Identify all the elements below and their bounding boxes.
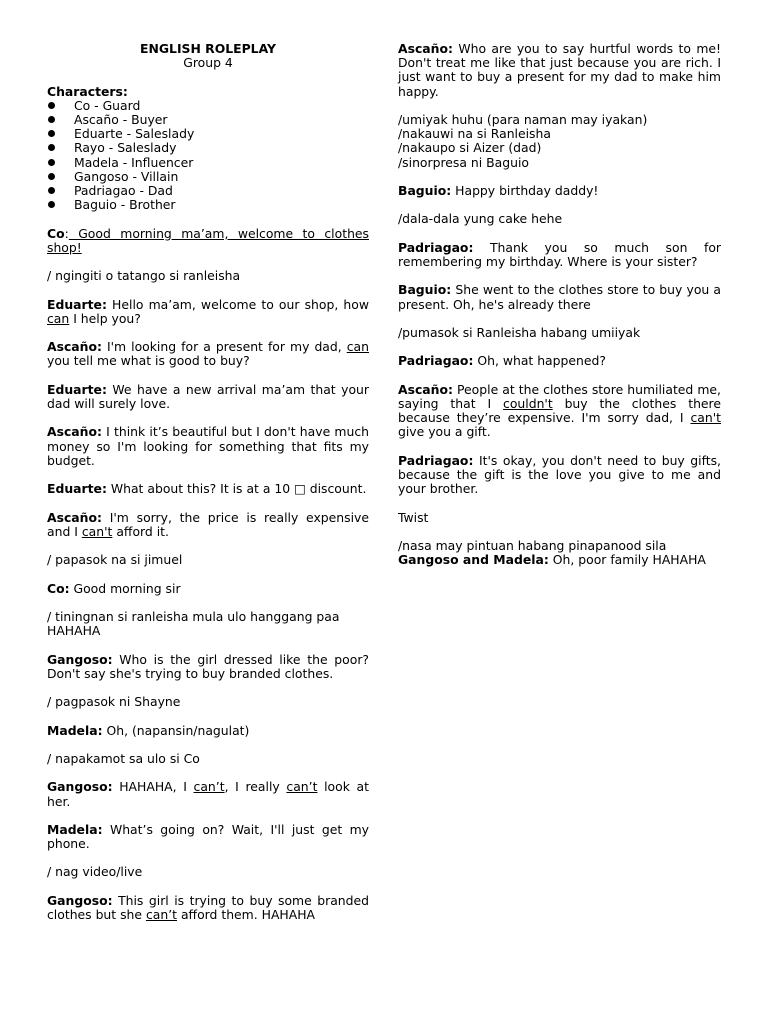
stage-direction-line: /nakauwi na si Ranleisha [398,126,551,142]
dialogue-line [47,653,369,681]
speaker-name: Gangoso: [47,651,113,667]
dialogue-line [398,283,721,311]
dialogue-text: What’s going on? Wait, I'll just get my phone. [47,821,369,852]
speaker-name: Baguio: [398,183,452,198]
dialogue-text: We have a new arrival ma’am that your dad will surely love. [47,381,369,411]
dialogue-text: Good morning sir [69,580,181,596]
dialogue-text: give you a gift. [398,424,491,440]
underlined-word: can’t [286,779,318,795]
speaker-name: Ascaño: [398,381,453,397]
speaker-name: Madela: [47,722,103,738]
dialogue-line [398,42,721,99]
character-item: Padriagao - Dad [47,184,369,198]
stage-direction: / nag video/live [47,864,143,880]
speaker-name: Padriagao: [398,452,474,468]
left-column [47,42,369,922]
character-item: Baguio - Brother [47,198,369,212]
stage-direction: Twist [398,509,429,525]
speaker-name: Co: [47,580,70,596]
script-right [398,42,721,567]
dialogue-text: Oh, (napansin/nagulat) [102,722,250,738]
stage-direction [398,113,721,170]
dialogue-line [47,340,369,368]
dialogue-line [47,383,369,411]
dialogue-text: Who are you to say hurtful words to me! Don't treat me like that just because you are rich. I just want to buy a present for my dad to make him happy. [398,41,721,99]
underlined-word: can't [690,410,721,426]
speaker-name: Eduarte: [47,381,107,397]
speaker-name: Padriagao: [398,353,474,369]
stage-direction: / ngingiti o tatango si ranleisha [47,268,241,284]
script-left [47,227,369,923]
underlined-word: can’t [193,779,225,795]
underlined-word: couldn't [503,395,553,411]
stage-direction: / papasok na si jimuel [47,552,183,568]
character-item: Gangoso - Villain [47,170,369,184]
dialogue-line [47,425,369,468]
dialogue-line [398,184,721,198]
dialogue-line [398,383,721,440]
dialogue-line [47,227,369,255]
dialogue-text: I'm sorry, the price is really expensive and I [47,509,369,539]
characters-list [47,99,369,213]
dialogue-text: Oh, what happened? [473,353,606,369]
dialogue-text: I'm looking for a present for my dad, [101,339,347,355]
group-label: Group 4 [183,55,233,71]
dialogue-text: This girl is trying to buy some branded clothes but she [47,892,369,923]
underlined-word: Good morning ma’am, welcome to clothes shop! [47,225,369,255]
dialogue-text: I think it’s beautiful but I don't have much money so I'm looking for something that fits my budget. [47,424,369,468]
dialogue-line [47,780,369,808]
character-item: Ascaño - Buyer [47,113,369,127]
speaker-name: Gangoso and Madela: [398,552,549,568]
dialogue-text: HAHAHA, I [112,779,194,795]
dialogue-line [47,582,369,596]
dialogue-line [398,241,721,269]
character-item: Co - Guard [47,99,369,113]
stage-direction [398,539,721,567]
dialogue-text: Happy birthday daddy! [451,183,599,198]
right-column [398,42,721,567]
dialogue-text: People at the clothes store humiliated me, saying that I [398,381,721,411]
underlined-word: can [346,339,369,355]
underlined-word: can’t [145,907,178,923]
dialogue-text: Hello ma’am, welcome to our shop, how [106,296,369,312]
dialogue-text: Oh, poor family HAHAHA [548,552,706,568]
dialogue-text: Who is the girl dressed like the poor? Don't say she's trying to buy branded clothes. [47,651,369,681]
dialogue-text: afford them. HAHAHA [177,907,316,923]
character-item: Eduarte - Saleslady [47,127,369,141]
stage-direction: /dala-dala yung cake hehe [398,211,563,227]
character-item: Madela - Influencer [47,156,369,170]
underlined-word: can [47,310,70,326]
stage-direction-line: /nakaupo si Aizer (dad) [398,140,542,156]
speaker-name: Gangoso: [47,892,113,908]
speaker-name: Eduarte: [47,296,107,312]
character-item: Rayo - Saleslady [47,141,369,155]
speaker-name: Ascaño: [398,41,453,56]
dialogue-text: you tell me what is good to buy? [47,353,250,369]
stage-direction: / tiningnan si ranleisha mula ulo hanggang paa HAHAHA [47,608,340,639]
dialogue-text: She went to the clothes store to buy you a present. Oh, he's already there [398,282,721,312]
stage-direction: / napakamot sa ulo si Co [47,750,200,766]
speaker-name: Eduarte: [47,481,107,497]
dialogue-text: : [64,225,69,241]
speaker-name: Ascaño: [47,509,102,525]
speaker-name: Madela: [47,821,103,837]
speaker-name: Co [47,225,65,241]
dialogue-text: Thank you so much son for remembering my birthday. Where is your sister? [398,239,721,269]
dialogue-line [47,511,369,539]
dialogue-line [47,298,369,326]
speaker-name: Baguio: [398,282,452,298]
dialogue-line [47,724,369,738]
speaker-name: Ascaño: [47,424,102,440]
dialogue-line [47,823,369,851]
dialogue-line [47,482,369,496]
document-title: ENGLISH ROLEPLAY [140,41,276,56]
dialogue-text: What about this? It is at a 10 □ discount. [106,481,367,497]
dialogue-text: afford it. [112,523,169,539]
dialogue-line [398,354,721,368]
stage-direction-line: /nasa may pintuan habang pinapanood sila [398,537,667,553]
stage-direction: /pumasok si Ranleisha habang umiiyak [398,324,641,340]
dialogue-text: It's okay, you don't need to buy gifts, because the gift is the love you give to me and your brother. [398,452,721,497]
dialogue-text: look at her. [47,779,369,809]
speaker-name: Padriagao: [398,239,474,255]
dialogue-text: buy the clothes there because they’re expensive. I'm sorry dad, I [398,395,722,426]
stage-direction: / pagpasok ni Shayne [47,694,181,710]
dialogue-line [398,454,721,497]
speaker-name: Gangoso: [47,779,113,795]
stage-direction-line: /umiyak huhu (para naman may iyakan) [398,112,648,127]
dialogue-line [398,553,721,567]
underlined-word: can't [81,523,113,539]
characters-heading: Characters: [47,83,128,99]
dialogue-text: , I really [224,779,287,795]
dialogue-line [47,894,369,922]
stage-direction-line: /sinorpresa ni Baguio [398,154,529,170]
speaker-name: Ascaño: [47,339,102,355]
dialogue-text: I help you? [69,310,141,326]
